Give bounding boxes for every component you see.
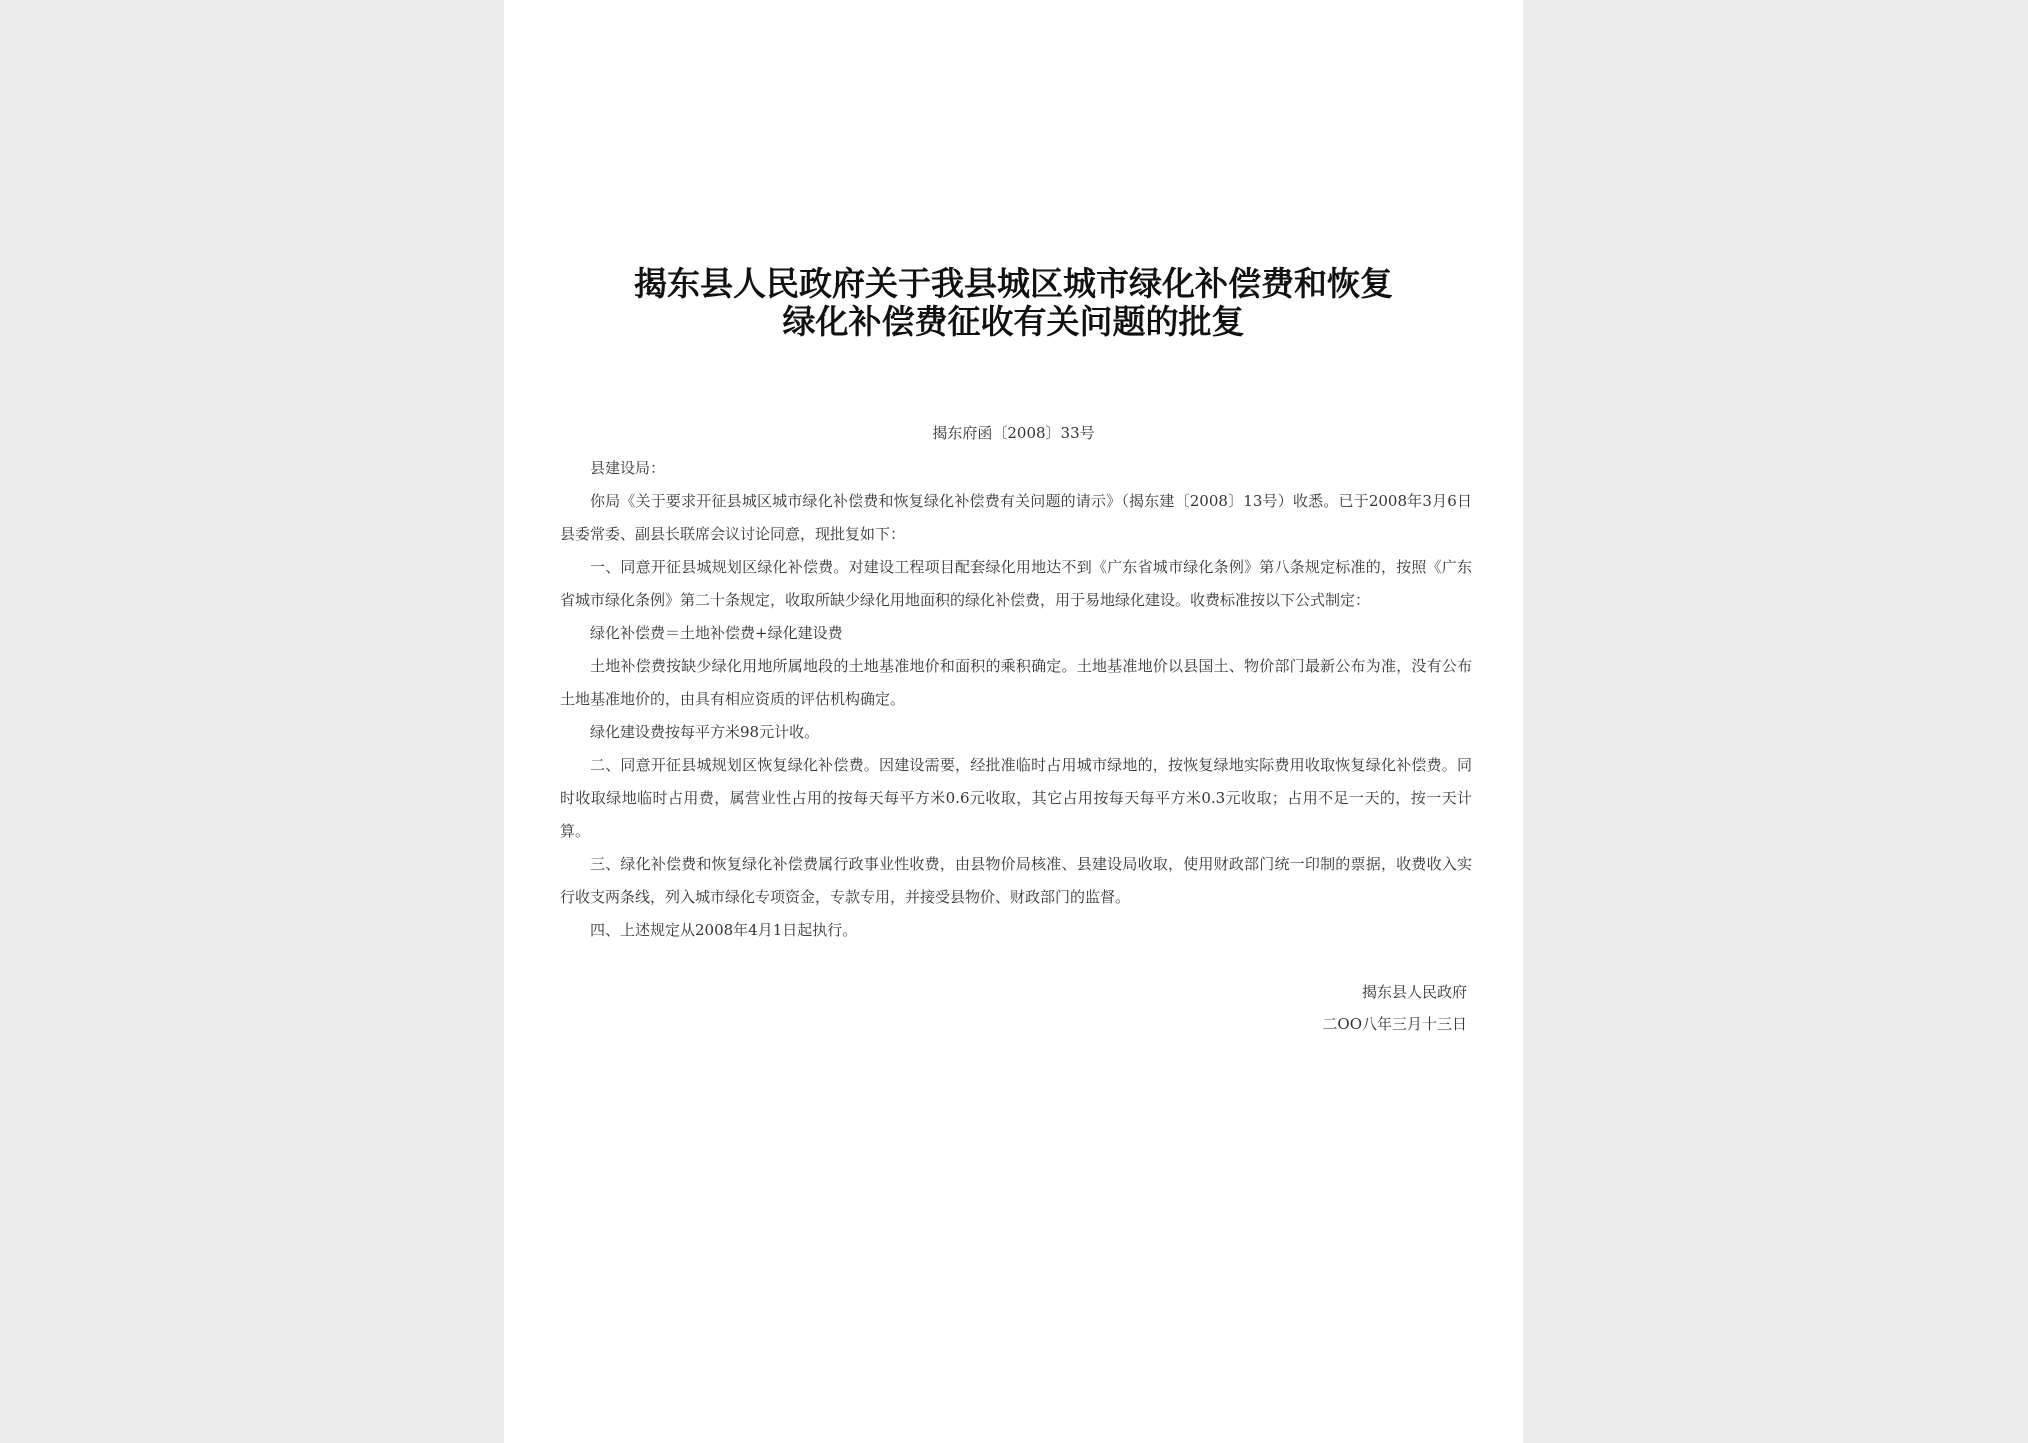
paragraph: 绿化补偿费＝土地补偿费+绿化建设费 <box>590 624 843 642</box>
paragraph: 土地补偿费按缺少绿化用地所属地段的土地基准地价和面积的乘积确定。土地基准地价以县国土、物价部门最新公布为准，没有公布土地基准地价的，由具有相应资质的评估机构确定。 <box>560 657 1472 708</box>
document-number: 揭东府函〔2008〕33号 <box>932 424 1095 442</box>
paragraph: 二、同意开征县城规划区恢复绿化补偿费。因建设需要，经批准临时占用城市绿地的，按恢复绿地实际费用收取恢复绿化补偿费。同时收取绿地临时占用费，属营业性占用的按每天每平方米0.6元收取，其它占用按每天每平方米0.3元收取；占用不足一天的，按一天计算。 <box>560 756 1472 840</box>
document-body <box>560 452 1472 947</box>
paragraph: 一、同意开征县城规划区绿化补偿费。对建设工程项目配套绿化用地达不到《广东省城市绿化条例》第八条规定标准的，按照《广东省城市绿化条例》第二十条规定，收取所缺少绿化用地面积的绿化补偿费，用于易地绿化建设。收费标准按以下公式制定： <box>560 558 1472 609</box>
document-page <box>504 0 1523 1443</box>
signature: 揭东县人民政府 <box>1361 983 1467 1001</box>
document-title-line-2: 绿化补偿费征收有关问题的批复 <box>782 302 1245 341</box>
paragraph: 四、上述规定从2008年4月1日起执行。 <box>590 921 858 939</box>
signature-date: 二OO八年三月十三日 <box>1322 1015 1467 1033</box>
paragraph: 你局《关于要求开征县城区城市绿化补偿费和恢复绿化补偿费有关问题的请示》（揭东建〔2008〕13号）收悉。已于2008年3月6日县委常委、副县长联席会议讨论同意，现批复如下： <box>560 492 1472 543</box>
paragraph: 绿化建设费按每平方米98元计收。 <box>590 723 820 741</box>
paragraph: 三、绿化补偿费和恢复绿化补偿费属行政事业性收费，由县物价局核准、县建设局收取，使用财政部门统一印制的票据，收费收入实行收支两条线，列入城市绿化专项资金，专款专用，并接受县物价、财政部门的监督。 <box>560 855 1472 906</box>
document-title-line-1: 揭东县人民政府关于我县城区城市绿化补偿费和恢复 <box>634 264 1393 303</box>
salutation: 县建设局： <box>590 459 666 477</box>
